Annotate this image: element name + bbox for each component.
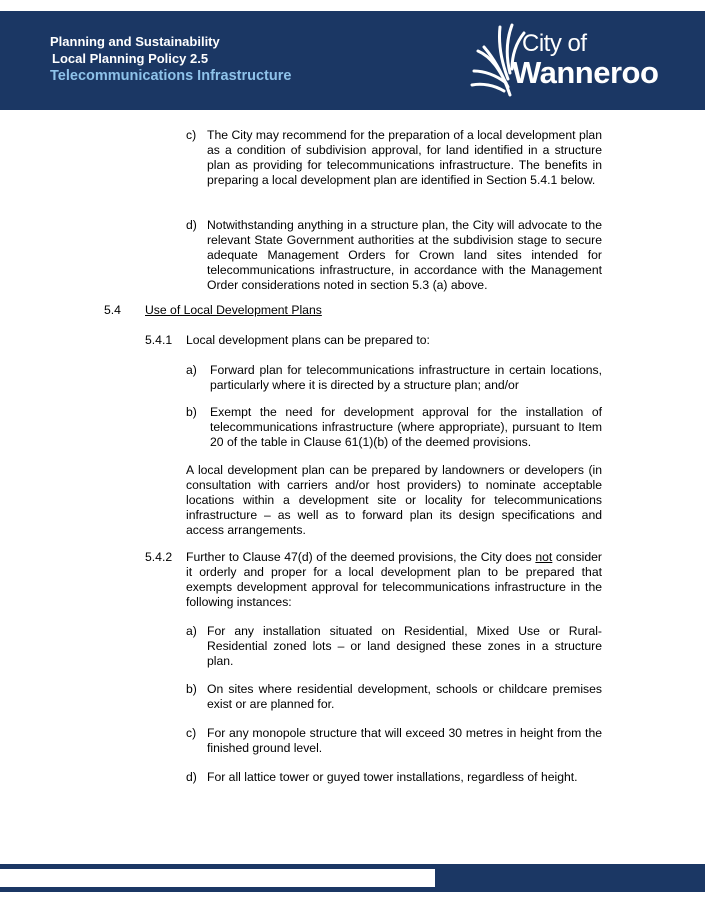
item-c-marker: c) [186, 128, 197, 142]
footer-strip [0, 869, 435, 887]
s541-a-text: Forward plan for telecommunications infrastructure in certain locations, particularly where it is directed by a structure plan; and/or [210, 363, 602, 392]
s542-c-text: For any monopole structure that will exceed 30 metres in height from the finished ground level. [207, 726, 602, 755]
s542-d-text: For all lattice tower or guyed tower installations, regardless of height. [207, 770, 578, 784]
s541-a-marker: a) [186, 363, 197, 377]
s541-paragraph: A local development plan can be prepared by landowners or developers (in consultation with carriers and/or host providers) to nominate acceptable locations within a development site or locality for telecommunications infrastructure – as well as to forward plan its design specifications and access arrangements. [186, 463, 602, 537]
header-policy-title: Telecommunications Infrastructure [50, 68, 292, 84]
city-of-wanneroo-logo [470, 17, 670, 102]
section-number: 5.4 [104, 303, 121, 317]
s541-b-marker: b) [186, 405, 197, 419]
s542-b-text: On sites where residential development, schools or childcare premises exist or are planned for. [207, 682, 602, 711]
section-title: Use of Local Development Plans [145, 303, 322, 317]
s542-intro-before: Further to Clause 47(d) of the deemed provisions, the City does [186, 550, 536, 564]
s541-b-text: Exempt the need for development approval for the installation of telecommunications infrastructure (where appropriate), pursuant to Item 20 of the table in Clause 61(1)(b) of the deemed provisions. [210, 405, 602, 449]
logo-city-of: City of [522, 30, 587, 57]
subsection-intro-541: Local development plans can be prepared to: [186, 333, 430, 347]
s542-a-marker: a) [186, 624, 197, 638]
item-c-text: The City may recommend for the preparation of a local development plan as a condition of subdivision approval, for land identified in a structure plan as providing for telecommunications infrastructure. The benefits in preparing a local development plan are identified in Section 5.4.1 below. [207, 128, 602, 187]
item-d-marker: d) [186, 218, 197, 232]
s542-b-marker: b) [186, 682, 197, 696]
header-department: Planning and Sustainability [50, 34, 220, 49]
s542-intro-after: consider it orderly and proper for a local development plan to be prepared that exempts development approval for telecommunications infrastructure in the following instances: [186, 550, 602, 609]
page-header [0, 11, 705, 110]
header-policy-number: Local Planning Policy 2.5 [52, 51, 209, 66]
logo-wanneroo: Wanneroo [512, 55, 659, 90]
subsection-number-542: 5.4.2 [145, 550, 173, 564]
item-d-text: Notwithstanding anything in a structure plan, the City will advocate to the relevant State Government authorities at the subdivision stage to secure adequate Management Orders for Crown land sites intended for telecommunications infrastructure, in accordance with the Management Order considerations noted in section 5.3 (a) above. [207, 218, 602, 292]
s542-intro [186, 550, 602, 610]
s542-intro-not: not [535, 550, 553, 564]
subsection-number-541: 5.4.1 [145, 333, 173, 347]
s542-a-text: For any installation situated on Residential, Mixed Use or Rural-Residential zoned lots – or land designed these zones in a structure plan. [207, 624, 602, 668]
s542-d-marker: d) [186, 770, 197, 784]
s542-c-marker: c) [186, 726, 197, 740]
